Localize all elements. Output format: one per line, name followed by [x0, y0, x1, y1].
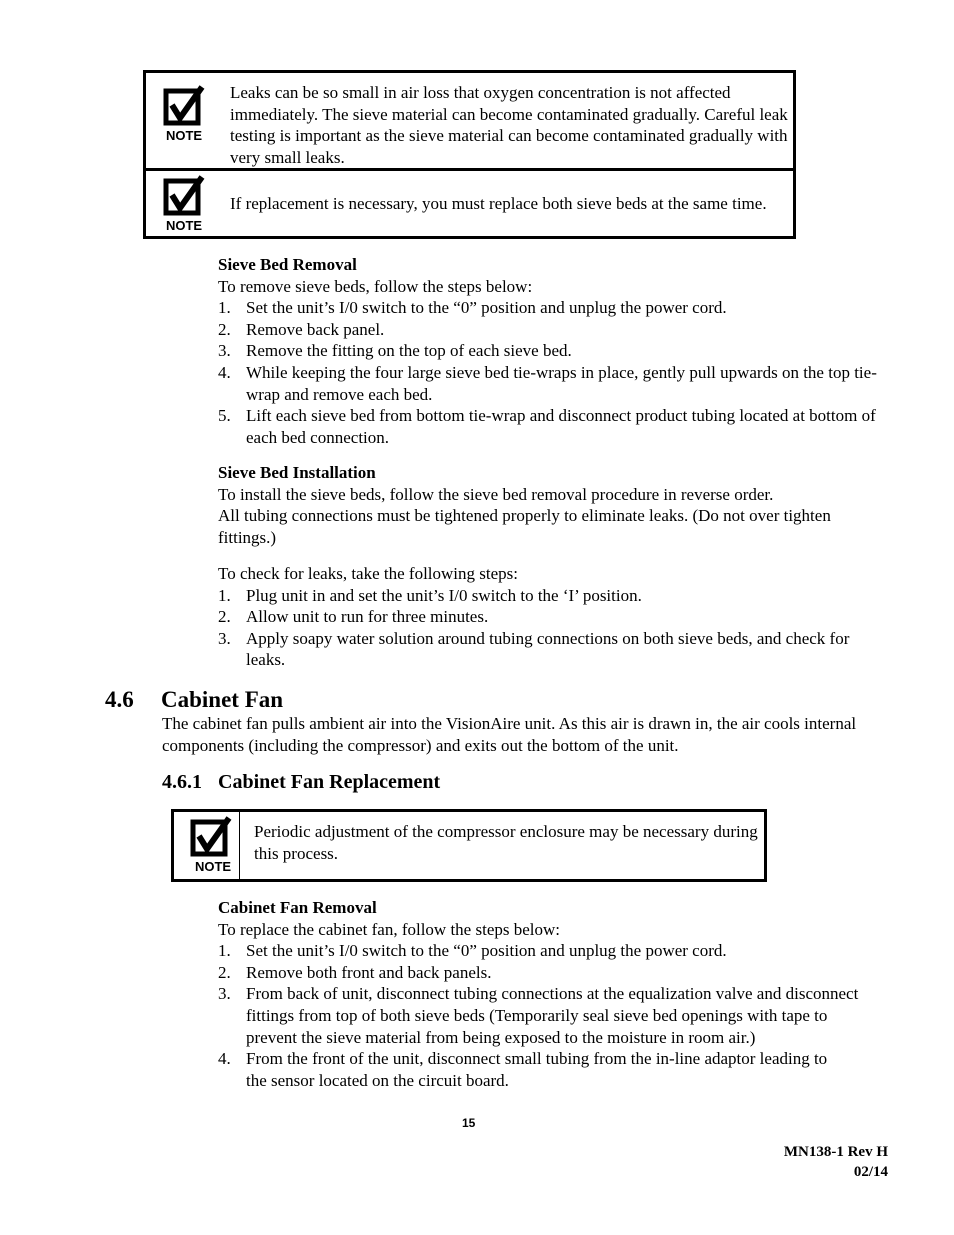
fan-removal-intro: To replace the cabinet fan, follow the steps below: — [218, 919, 560, 939]
fan-removal-steps — [218, 940, 878, 1091]
doc-ref-date: 02/14 — [853, 1164, 888, 1180]
sieve-removal-intro: To remove sieve beds, follow the steps below: — [218, 276, 533, 296]
note-icon-divider — [239, 812, 240, 879]
list-item: 5. Lift each sieve bed from bottom tie-wrap and disconnect product tubing located at bottom of each bed connection. — [218, 406, 876, 447]
section-title: Cabinet Fan — [161, 687, 284, 712]
note-checkbox-icon — [161, 175, 207, 233]
leak-check-intro: To check for leaks, take the following steps: — [218, 564, 518, 583]
list-item: 2. Remove back panel. — [218, 319, 385, 339]
section-body: The cabinet fan pulls ambient air into the VisionAire unit. As this air is drawn in, the air cools internal components (including the compressor) and exits out the bottom of the unit. — [162, 714, 857, 755]
list-item: 3. Apply soapy water solution around tubing connections on both sieve beds, and check for leaks. — [218, 628, 850, 670]
subsection-heading — [162, 770, 440, 794]
section-number: 4.6 — [105, 687, 134, 712]
sieve-install-line2: All tubing connections must be tightened properly to eliminate leaks. (Do not over tighten fittings.) — [218, 506, 831, 547]
doc-ref-id: MN138-1 Rev H — [783, 1144, 888, 1160]
list-item: 2. Allow unit to run for three minutes. — [218, 607, 489, 627]
page-number: 15 — [462, 1116, 476, 1130]
note-text-fan: Periodic adjustment of the compressor enclosure may be necessary during this process. — [254, 822, 758, 863]
list-item: 1. Plug unit in and set the unit’s I/0 switch to the ‘I’ position. — [218, 585, 642, 605]
list-item: 2. Remove both front and back panels. — [218, 962, 492, 982]
note-row-leaks — [146, 73, 793, 170]
note-label: NOTE — [194, 859, 232, 874]
subsection-number: 4.6.1 — [162, 771, 202, 793]
subsection-title: Cabinet Fan Replacement — [218, 771, 441, 793]
note-row-replacement — [146, 171, 793, 239]
note-text-replacement: If replacement is necessary, you must replace both sieve beds at the same time. — [230, 194, 767, 213]
fan-removal-heading: Cabinet Fan Removal — [218, 898, 377, 917]
list-item: 4. From the front of the unit, disconnect small tubing from the in-line adaptor leading to the sensor located on the circuit board. — [218, 1049, 828, 1090]
leak-check-steps — [218, 585, 898, 671]
sieve-install-line1: To install the sieve beds, follow the sieve bed removal procedure in reverse order. — [218, 484, 774, 504]
list-item: 1. Set the unit’s I/0 switch to the “0” position and unplug the power cord. — [218, 298, 727, 318]
sieve-removal-heading: Sieve Bed Removal — [218, 255, 357, 274]
list-item: 4. While keeping the four large sieve bed tie-wraps in place, gently pull upwards on the top tie-wrap and remove each bed. — [218, 362, 877, 404]
note-label: NOTE — [165, 218, 203, 233]
note-checkbox-icon — [161, 85, 207, 143]
note-checkbox-icon — [188, 816, 238, 874]
sieve-removal-block — [218, 254, 898, 448]
note-text-leaks: Leaks can be so small in air loss that oxygen concentration is not affected immediately. The sieve material can become contaminated gradually. Careful leak testing is important as the sieve material can become contaminated gradually with very small leaks. — [230, 83, 788, 167]
list-item: 3. Remove the fitting on the top of each sieve bed. — [218, 341, 572, 361]
sieve-install-block — [218, 462, 858, 548]
list-item: 1. Set the unit’s I/0 switch to the “0” position and unplug the power cord. — [218, 941, 727, 961]
fan-removal-block — [218, 897, 878, 1091]
doc-reference — [784, 1142, 888, 1182]
leak-check-block — [218, 563, 898, 671]
note-box-fan — [171, 809, 767, 882]
note-box-top — [143, 70, 796, 239]
note-label: NOTE — [165, 128, 203, 143]
list-item: 3. From back of unit, disconnect tubing connections at the equalization valve and disconnect fittings from top of both sieve beds (Temporarily seal sieve bed openings with tape to prevent the sieve material from being exposed to the moisture in room air.) — [218, 984, 859, 1047]
section-heading — [105, 687, 283, 713]
sieve-install-heading: Sieve Bed Installation — [218, 463, 376, 482]
sieve-removal-steps — [218, 297, 898, 448]
